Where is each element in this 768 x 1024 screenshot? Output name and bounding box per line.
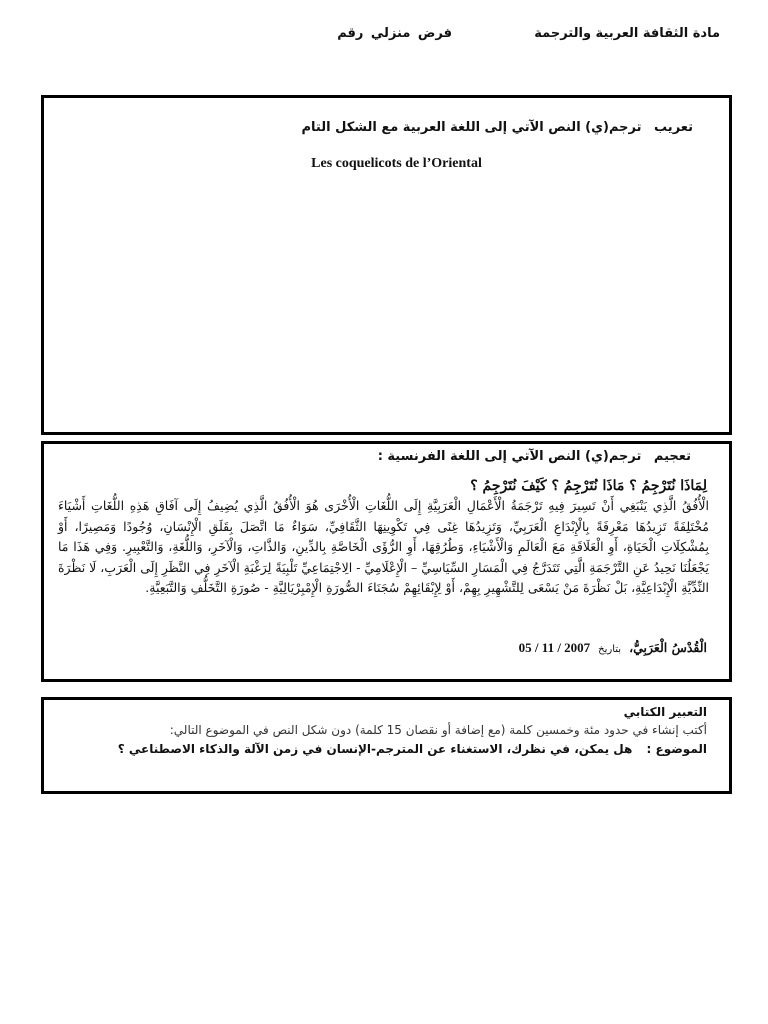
arabization-section	[41, 95, 732, 435]
topic-text: هل يمكن، في نظرك، الاستغناء عن المترجم-الإنسان في زمن الآلة والذكاء الاصطناعي ؟	[117, 742, 633, 756]
arabic-passage: الْأُفُقُ الَّذِي يَنْبَغِي أَنْ تَسِيرَ فِيهِ تَرْجَمَةُ الْأَعْمَالِ الْعَرَبِيَّةِ إِلَى اللُّغَاتِ الْأُخْرَى هُوَ الْأُفُقُ الَّذِي يُضِيفُ إِلَى آفَاقِ هَذِهِ اللُّغَاتِ أَشْيَاءَ مُخْتَلِفَةً تَزِيدُهَا مَعْرِفَةً بِالْإِبْدَاعِ الْعَرَبِيِّ، وَتَزِيدُهَا غِنًى فِي تَكْوِينِهَا الثَّقَافِيِّ، سَوَاءٌ مَا اتَّصَلَ بِقَلَقِ الْإِنْسَانِ، وُجُودًا وَمَصِيرًا، أَوْ بِمُشْكِلَاتِ الْحَيَاةِ، أَوِ الْعَلَاقَةِ مَعَ الْعَالَمِ وَالْأَشْيَاءِ، وَطُرُقِهَا، أَوِ الرُّؤَى الْخَاصَّةِ بِالدِّينِ، وَالذَّاتِ، وَالْآخَرِ، وَاللُّغَةِ، وَالتَّعْبِيرِ. وَفِي هَذَا مَا يَجْعَلُنَا نَحِيدُ عَنِ التَّرْجَمَةِ الَّتِي تَتَدَرَّجُ فِي الْمَسَارِ السِّيَاسِيِّ – الْإِعْلَامِيِّ - الِاجْتِمَاعِيِّ تَلْبِيَةً لِرَغْبَةِ الْآخَرِ فِي النَّظَرِ إِلَى الْعَرَبِ، لَا نَظْرَةَ النِّدِّيَّةِ الْإِبْدَاعِيَّةِ، بَلْ نَظْرَةَ مَنْ يَسْعَى لِلتَّشْهِيرِ بِهِمْ، أَوْ لِإِبْقَائِهِمْ سُجَنَاءَ الصُّورَةِ الْإِمْبِرْيَالِيَّةِ - صُورَةِ التَّخَلُّفِ وَالتَّبَعِيَّةِ.	[58, 498, 709, 595]
arabization-task-line	[302, 120, 693, 135]
subject-title: مادة الثقافة العربية والترجمة	[534, 26, 720, 41]
date-label: بتاريخ	[598, 644, 622, 655]
french-task-line	[378, 449, 691, 464]
arabization-instruction: ترجم(ي) النص الآتي إلى اللغة العربية مع الشكل التام	[301, 120, 642, 135]
passage-source	[519, 640, 707, 656]
homework-number: فرض منزلي رقم	[337, 26, 452, 41]
arabization-label: تعريب	[654, 120, 693, 135]
expression-topic-line	[118, 742, 707, 756]
topic-label: الموضوع :	[646, 742, 707, 756]
french-instruction: ترجم(ي) النص الآتي إلى اللغة الفرنسية :	[377, 449, 642, 464]
written-expression-section	[41, 697, 732, 794]
passage-questions: لِمَاذَا نُتَرْجِمُ ؟ مَاذَا نُتَرْجِمُ ؟ كَيْفَ نُتَرْجِمُ ؟	[470, 478, 707, 494]
source-date: 05 / 11 / 2007	[518, 640, 591, 655]
source-name: الْقُدْسُ الْعَرَبِيُّ،	[629, 640, 707, 655]
french-text-title: Les coquelicots de l’Oriental	[311, 156, 482, 171]
expression-instruction: أكتب إنشاء في حدود مئة وخمسين كلمة (مع إضافة أو نقصان 15 كلمة) دون شكل النص في الموضوع التالي:	[169, 723, 707, 737]
french-translation-section	[41, 441, 732, 682]
page-header	[40, 26, 720, 46]
french-label: تعجيم	[653, 449, 691, 464]
expression-title: التعبير الكتابي	[623, 705, 707, 719]
